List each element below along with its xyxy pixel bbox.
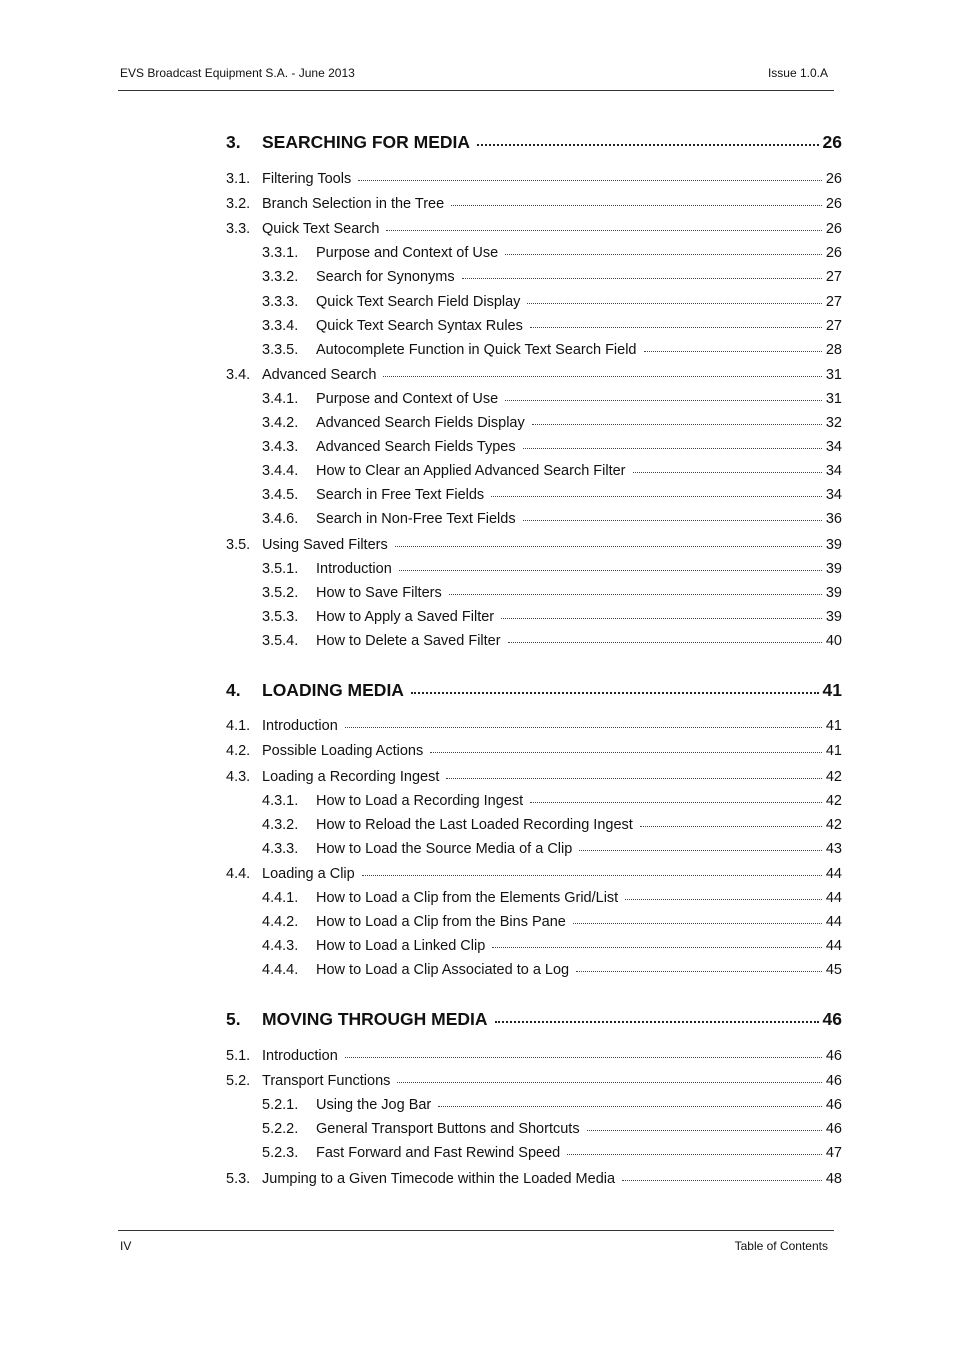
toc-dot-leader [505, 400, 822, 401]
toc-dot-leader [625, 899, 822, 900]
toc-entry-number: 4.3.3. [262, 841, 299, 857]
toc-dot-leader [430, 752, 822, 753]
toc-entry-page: 41 [825, 743, 842, 759]
toc-entry-title: How to Save Filters [316, 585, 442, 601]
toc-entry-title: Advanced Search Fields Types [316, 439, 516, 455]
toc-entry-page: 26 [822, 132, 842, 152]
toc-subsection-entry[interactable] [226, 269, 842, 285]
toc-subsection-entry[interactable] [226, 439, 842, 455]
toc-entry-number: 4.4.4. [262, 962, 299, 978]
toc-entry-page: 47 [825, 1145, 842, 1161]
toc-entry-page: 43 [825, 841, 842, 857]
toc-dot-leader [451, 205, 822, 206]
footer-page-number: IV [120, 1239, 132, 1253]
toc-subsection-entry[interactable] [226, 938, 842, 954]
toc-entry-number: 4.4.2. [262, 914, 299, 930]
toc-entry-number: 3.3.1. [262, 245, 299, 261]
footer-section: Table of Contents [734, 1239, 828, 1253]
toc-entry-number: 4.3.2. [262, 817, 299, 833]
toc-dot-leader [576, 971, 822, 972]
toc-subsection-entry[interactable] [226, 1121, 842, 1137]
toc-dot-leader [587, 1130, 822, 1131]
toc-dot-leader [477, 144, 818, 146]
toc-section-entry[interactable] [226, 196, 842, 212]
toc-subsection-entry[interactable] [226, 561, 842, 577]
toc-entry-page: 26 [825, 171, 842, 187]
toc-entry-title: How to Load a Clip Associated to a Log [316, 962, 570, 978]
toc-entry-title: Fast Forward and Fast Rewind Speed [316, 1145, 561, 1161]
toc-entry-title: Introduction [262, 1048, 338, 1064]
toc-entry-number: 3. [226, 132, 241, 152]
toc-subsection-entry[interactable] [226, 793, 842, 809]
toc-section-entry[interactable] [226, 367, 842, 383]
toc-section-entry[interactable] [226, 171, 842, 187]
toc-dot-leader [399, 570, 822, 571]
toc-entry-number: 3.5.4. [262, 633, 299, 649]
toc-entry-title: General Transport Buttons and Shortcuts [316, 1121, 580, 1137]
toc-entry-title: How to Apply a Saved Filter [316, 609, 495, 625]
toc-entry-page: 26 [825, 221, 842, 237]
toc-entry-number: 5.2.1. [262, 1097, 299, 1113]
table-of-contents [226, 0, 842, 1350]
toc-entry-number: 3.4.4. [262, 463, 299, 479]
toc-subsection-entry[interactable] [226, 463, 842, 479]
toc-entry-title: How to Load a Linked Clip [316, 938, 486, 954]
toc-entry-number: 3.4.2. [262, 415, 299, 431]
toc-entry-page: 45 [825, 962, 842, 978]
toc-entry-title: Purpose and Context of Use [316, 391, 499, 407]
toc-entry-title: Jumping to a Given Timecode within the Loaded Media [262, 1171, 616, 1187]
toc-subsection-entry[interactable] [226, 914, 842, 930]
toc-entry-page: 26 [825, 196, 842, 212]
toc-entry-page: 32 [825, 415, 842, 431]
toc-subsection-entry[interactable] [226, 487, 842, 503]
toc-entry-number: 3.3. [226, 221, 251, 237]
toc-entry-number: 4.2. [226, 743, 251, 759]
toc-entry-title: Using Saved Filters [262, 537, 388, 553]
toc-entry-number: 3.4.3. [262, 439, 299, 455]
toc-entry-number: 4.3.1. [262, 793, 299, 809]
toc-entry-title: Autocomplete Function in Quick Text Search Field [316, 342, 637, 358]
toc-dot-leader [644, 351, 822, 352]
toc-dot-leader [523, 520, 822, 521]
toc-entry-page: 39 [825, 609, 842, 625]
toc-dot-leader [383, 376, 821, 377]
toc-dot-leader [345, 727, 822, 728]
toc-subsection-entry[interactable] [226, 511, 842, 527]
toc-subsection-entry[interactable] [226, 415, 842, 431]
toc-subsection-entry[interactable] [226, 1097, 842, 1113]
toc-entry-page: 39 [825, 585, 842, 601]
toc-entry-title: Advanced Search [262, 367, 377, 383]
toc-entry-title: Search in Free Text Fields [316, 487, 485, 503]
toc-entry-title: Search in Non-Free Text Fields [316, 511, 516, 527]
toc-dot-leader [438, 1106, 822, 1107]
toc-dot-leader [640, 826, 822, 827]
toc-dot-leader [579, 850, 822, 851]
toc-entry-page: 34 [825, 439, 842, 455]
toc-entry-number: 4.3. [226, 769, 251, 785]
toc-entry-title: Possible Loading Actions [262, 743, 424, 759]
page-footer [118, 1230, 834, 1261]
toc-entry-number: 4.4.3. [262, 938, 299, 954]
toc-entry-number: 3.4.6. [262, 511, 299, 527]
toc-entry-page: 26 [825, 245, 842, 261]
toc-dot-leader [345, 1057, 822, 1058]
toc-dot-leader [622, 1180, 822, 1181]
toc-entry-page: 27 [825, 294, 842, 310]
toc-entry-title: How to Clear an Applied Advanced Search Filter [316, 463, 626, 479]
toc-chapter-entry[interactable] [226, 1009, 842, 1030]
toc-entry-title: Quick Text Search Field Display [316, 294, 521, 310]
toc-subsection-entry[interactable] [226, 1145, 842, 1161]
toc-entry-number: 3.4.1. [262, 391, 299, 407]
toc-entry-number: 4.4.1. [262, 890, 299, 906]
toc-entry-number: 5.2.2. [262, 1121, 299, 1137]
toc-entry-page: 28 [825, 342, 842, 358]
toc-entry-title: Introduction [262, 718, 338, 734]
toc-subsection-entry[interactable] [226, 342, 842, 358]
toc-subsection-entry[interactable] [226, 962, 842, 978]
toc-entry-title: Introduction [316, 561, 392, 577]
toc-dot-leader [501, 618, 822, 619]
toc-dot-leader [530, 327, 822, 328]
toc-subsection-entry[interactable] [226, 294, 842, 310]
toc-entry-number: 4. [226, 680, 241, 700]
toc-section-entry[interactable] [226, 1048, 842, 1064]
toc-subsection-entry[interactable] [226, 890, 842, 906]
toc-entry-title: Search for Synonyms [316, 269, 455, 285]
toc-entry-page: 44 [825, 914, 842, 930]
toc-entry-title: How to Load a Clip from the Elements Grid/List [316, 890, 619, 906]
toc-dot-leader [395, 546, 822, 547]
toc-entry-title: Transport Functions [262, 1073, 391, 1089]
toc-entry-number: 3.2. [226, 196, 251, 212]
toc-dot-leader [386, 230, 821, 231]
toc-entry-title: Quick Text Search [262, 221, 380, 237]
toc-entry-page: 27 [825, 269, 842, 285]
toc-dot-leader [491, 496, 822, 497]
toc-entry-title: Quick Text Search Syntax Rules [316, 318, 523, 334]
toc-entry-number: 3.5.1. [262, 561, 299, 577]
toc-entry-number: 3.5.2. [262, 585, 299, 601]
toc-entry-title: Loading a Clip [262, 866, 355, 882]
toc-dot-leader [462, 278, 822, 279]
toc-entry-page: 46 [825, 1048, 842, 1064]
toc-entry-page: 41 [825, 718, 842, 734]
toc-subsection-entry[interactable] [226, 585, 842, 601]
toc-entry-title: How to Reload the Last Loaded Recording Ingest [316, 817, 633, 833]
toc-section-entry[interactable] [226, 537, 842, 553]
toc-dot-leader [508, 642, 822, 643]
toc-dot-leader [397, 1082, 821, 1083]
toc-entry-page: 44 [825, 890, 842, 906]
toc-subsection-entry[interactable] [226, 817, 842, 833]
toc-dot-leader [573, 923, 822, 924]
toc-entry-title: How to Load a Recording Ingest [316, 793, 524, 809]
toc-section-entry[interactable] [226, 1171, 842, 1187]
toc-dot-leader [411, 692, 819, 694]
toc-subsection-entry[interactable] [226, 391, 842, 407]
toc-entry-page: 34 [825, 487, 842, 503]
header-company: EVS Broadcast Equipment S.A. - June 2013 [120, 66, 355, 80]
toc-entry-number: 5.1. [226, 1048, 251, 1064]
toc-dot-leader [492, 947, 822, 948]
toc-dot-leader [523, 448, 822, 449]
toc-entry-page: 36 [825, 511, 842, 527]
toc-subsection-entry[interactable] [226, 318, 842, 334]
toc-entry-page: 27 [825, 318, 842, 334]
toc-dot-leader [633, 472, 822, 473]
toc-dot-leader [532, 424, 822, 425]
toc-entry-number: 5.2.3. [262, 1145, 299, 1161]
toc-entry-number: 3.5. [226, 537, 251, 553]
toc-subsection-entry[interactable] [226, 841, 842, 857]
toc-entry-number: 5. [226, 1009, 241, 1029]
toc-dot-leader [527, 303, 821, 304]
toc-entry-page: 42 [825, 817, 842, 833]
toc-entry-page: 48 [825, 1171, 842, 1187]
toc-dot-leader [495, 1021, 819, 1023]
toc-subsection-entry[interactable] [226, 245, 842, 261]
toc-entry-page: 39 [825, 561, 842, 577]
toc-entry-title: Advanced Search Fields Display [316, 415, 525, 431]
toc-entry-page: 31 [825, 367, 842, 383]
toc-entry-number: 3.4. [226, 367, 251, 383]
toc-entry-title: How to Load the Source Media of a Clip [316, 841, 573, 857]
toc-dot-leader [362, 875, 822, 876]
toc-dot-leader [530, 802, 822, 803]
toc-dot-leader [446, 778, 822, 779]
toc-entry-number: 5.2. [226, 1073, 251, 1089]
toc-entry-page: 42 [825, 793, 842, 809]
toc-entry-page: 46 [822, 1009, 842, 1029]
toc-dot-leader [358, 180, 822, 181]
toc-section-entry[interactable] [226, 221, 842, 237]
toc-entry-number: 3.3.5. [262, 342, 299, 358]
toc-entry-page: 41 [822, 680, 842, 700]
toc-entry-number: 3.1. [226, 171, 251, 187]
toc-section-entry[interactable] [226, 866, 842, 882]
toc-entry-number: 3.4.5. [262, 487, 299, 503]
toc-entry-page: 44 [825, 866, 842, 882]
toc-entry-title: Branch Selection in the Tree [262, 196, 445, 212]
toc-entry-page: 42 [825, 769, 842, 785]
toc-dot-leader [449, 594, 822, 595]
toc-entry-number: 3.3.2. [262, 269, 299, 285]
toc-section-entry[interactable] [226, 1073, 842, 1089]
toc-entry-title: LOADING MEDIA [262, 680, 404, 700]
toc-entry-number: 4.1. [226, 718, 251, 734]
toc-chapter-entry[interactable] [226, 680, 842, 701]
toc-entry-title: Purpose and Context of Use [316, 245, 499, 261]
toc-entry-page: 40 [825, 633, 842, 649]
header-issue: Issue 1.0.A [767, 66, 828, 80]
toc-dot-leader [505, 254, 822, 255]
toc-section-entry[interactable] [226, 769, 842, 785]
toc-entry-page: 44 [825, 938, 842, 954]
toc-entry-number: 3.3.4. [262, 318, 299, 334]
toc-dot-leader [567, 1154, 822, 1155]
toc-chapter-entry[interactable] [226, 132, 842, 153]
toc-entry-title: Loading a Recording Ingest [262, 769, 440, 785]
toc-entry-page: 46 [825, 1073, 842, 1089]
toc-entry-page: 31 [825, 391, 842, 407]
toc-entry-page: 46 [825, 1097, 842, 1113]
toc-entry-title: SEARCHING FOR MEDIA [262, 132, 471, 152]
toc-entry-number: 4.4. [226, 866, 251, 882]
toc-subsection-entry[interactable] [226, 609, 842, 625]
toc-entry-number: 5.3. [226, 1171, 251, 1187]
toc-entry-title: How to Delete a Saved Filter [316, 633, 501, 649]
toc-section-entry[interactable] [226, 718, 842, 734]
toc-entry-page: 46 [825, 1121, 842, 1137]
toc-entry-title: MOVING THROUGH MEDIA [262, 1009, 488, 1029]
toc-entry-page: 34 [825, 463, 842, 479]
toc-entry-title: Filtering Tools [262, 171, 352, 187]
toc-entry-title: How to Load a Clip from the Bins Pane [316, 914, 566, 930]
toc-entry-number: 3.5.3. [262, 609, 299, 625]
toc-entry-number: 3.3.3. [262, 294, 299, 310]
toc-section-entry[interactable] [226, 743, 842, 759]
toc-entry-title: Using the Jog Bar [316, 1097, 432, 1113]
toc-entry-page: 39 [825, 537, 842, 553]
toc-subsection-entry[interactable] [226, 633, 842, 649]
